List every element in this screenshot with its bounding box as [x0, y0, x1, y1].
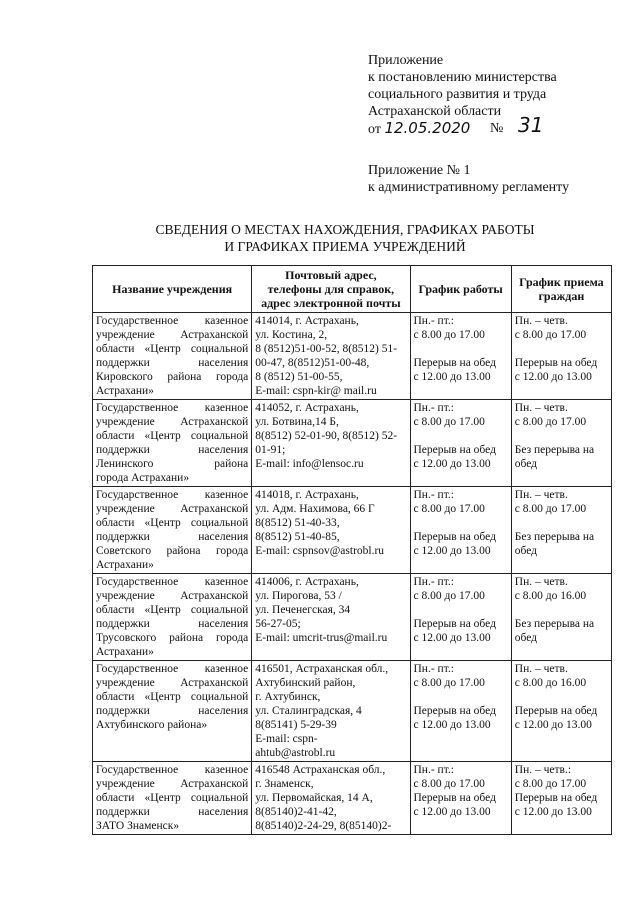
cell-line: с 8.00 до 16.00	[514, 677, 587, 689]
cell-line: с 12.00 до 13.00	[413, 632, 491, 644]
cell-line: с 8.00 до 17.00	[514, 778, 587, 790]
cell-line: Без перерыва на	[514, 618, 595, 630]
cell-line: г. Знаменск,	[255, 778, 314, 790]
cell-line: E-mail: cspnsov@astrobl.ru	[255, 545, 385, 557]
header-line: Астраханской области	[368, 104, 502, 119]
cell-line: с 8.00 до 17.00	[514, 416, 587, 428]
cell-line: Пн. – четв.:	[514, 764, 572, 776]
header-text: График приема	[519, 275, 604, 289]
cell-line: 8(8512) 51-40-85,	[255, 531, 340, 543]
cell-line: учреждение Астраханской	[96, 503, 249, 515]
line-spacer	[414, 516, 508, 530]
date-number-line	[368, 113, 628, 138]
cell-line: Перерыв на обед	[413, 531, 496, 543]
cell-address-contacts	[252, 400, 410, 487]
cell-line: учреждение Астраханской	[96, 590, 249, 602]
cell-work-schedule	[410, 400, 511, 487]
cell-reception-schedule	[511, 574, 611, 661]
header-line: Приложение	[368, 53, 444, 68]
line-spacer	[414, 429, 508, 443]
cell-line: поддержки населения	[96, 357, 249, 369]
cell-line: Перерыв на обед	[514, 357, 598, 369]
cell-work-schedule	[410, 574, 511, 661]
date-prefix: от	[368, 122, 381, 137]
header-text: телефоны для справок,	[267, 282, 395, 296]
line-spacer	[515, 342, 608, 356]
cell-line: поддержки населения	[96, 705, 249, 717]
cell-work-schedule	[410, 487, 511, 574]
cell-institution-name	[93, 762, 252, 835]
header-reception-schedule	[511, 266, 611, 313]
cell-line: Ленинского района	[96, 458, 249, 470]
cell-line: Перерыв на обед	[413, 444, 496, 456]
cell-line: Астрахани»	[96, 385, 154, 397]
line-spacer	[414, 603, 508, 617]
handwritten-date: 12.05.2020	[384, 119, 471, 137]
table-row	[93, 574, 612, 661]
cell-line: E-mail: cspn-	[255, 733, 318, 745]
cell-address-contacts	[252, 574, 410, 661]
cell-line: учреждение Астраханской	[96, 329, 249, 341]
header-text: граждан	[538, 289, 585, 303]
cell-address-contacts	[252, 487, 410, 574]
cell-line: с 12.00 до 13.00	[514, 719, 592, 731]
appendix-line: Приложение № 1	[368, 163, 471, 178]
header-text: График работы	[418, 282, 503, 296]
cell-line: Астрахани»	[96, 559, 154, 571]
cell-line: 56-27-05;	[255, 618, 301, 630]
cell-line: с 12.00 до 13.00	[413, 806, 491, 818]
cell-line: ул. Пирогова, 53 /	[255, 590, 342, 602]
cell-institution-name	[93, 574, 252, 661]
cell-work-schedule	[410, 762, 511, 835]
header-text: Название учреждения	[112, 282, 233, 296]
cell-line: Пн.- пт.:	[413, 663, 454, 675]
cell-line: Перерыв на обед	[413, 705, 496, 717]
cell-line: 414014, г. Астрахань,	[255, 315, 359, 327]
cell-address-contacts	[252, 661, 410, 762]
table-body	[93, 313, 612, 835]
cell-line: E-mail: info@lensoc.ru	[255, 458, 364, 470]
cell-line: с 8.00 до 16.00	[514, 590, 587, 602]
cell-line: поддержки населения	[96, 806, 249, 818]
cell-line: области «Центр социальной	[96, 430, 249, 442]
header-text: адрес электронной почты	[261, 296, 401, 310]
cell-line: Без перерыва на	[514, 444, 595, 456]
cell-institution-name	[93, 313, 252, 400]
cell-line: с 12.00 до 13.00	[413, 719, 491, 731]
cell-line: Пн. – четв.	[514, 315, 568, 327]
cell-address-contacts	[252, 313, 410, 400]
cell-line: Советского района города	[96, 545, 249, 557]
cell-line: Пн.- пт.:	[413, 402, 454, 414]
cell-line: 414006, г. Астрахань,	[255, 576, 359, 588]
cell-line: Государственное казенное	[96, 402, 249, 414]
cell-line: Перерыв на обед	[514, 705, 598, 717]
cell-line: Ахтубинского района»	[96, 719, 208, 731]
cell-line: области «Центр социальной	[96, 517, 249, 529]
cell-line: поддержки населения	[96, 444, 249, 456]
handwritten-number: 31	[518, 113, 544, 137]
cell-line: ул. Адм. Нахимова, 66 Г	[255, 503, 375, 515]
cell-reception-schedule	[511, 313, 611, 400]
cell-line: поддержки населения	[96, 531, 249, 543]
cell-line: Трусовского района города	[96, 632, 249, 644]
cell-line: 416548 Астраханская обл.,	[255, 764, 386, 776]
cell-line: 01-91;	[255, 444, 286, 456]
cell-line: области «Центр социальной	[96, 343, 249, 355]
cell-line: учреждение Астраханской	[96, 416, 249, 428]
cell-line: Перерыв на обед	[413, 792, 496, 804]
header-address	[252, 266, 410, 313]
cell-work-schedule	[410, 661, 511, 762]
cell-line: Государственное казенное	[96, 576, 249, 588]
cell-line: 00-47, 8(8512)51-00-48,	[255, 357, 370, 369]
cell-line: E-mail: umcrit-trus@mail.ru	[255, 632, 388, 644]
cell-line: обед	[514, 545, 538, 557]
cell-line: Пн.- пт.:	[413, 489, 454, 501]
cell-line: с 12.00 до 13.00	[514, 806, 592, 818]
cell-line: 414018, г. Астрахань,	[255, 489, 359, 501]
line-spacer	[515, 690, 608, 704]
cell-reception-schedule	[511, 762, 611, 835]
cell-line: ЗАТО Знаменск»	[96, 820, 180, 832]
cell-line: Кировского района города	[96, 371, 249, 383]
cell-line: с 8.00 до 17.00	[413, 677, 485, 689]
table-row	[93, 313, 612, 400]
cell-line: Государственное казенное	[96, 663, 249, 675]
cell-line: с 12.00 до 13.00	[413, 458, 491, 470]
line-spacer	[515, 516, 608, 530]
cell-line: с 8.00 до 17.00	[413, 503, 485, 515]
cell-line: Пн. – четв.	[514, 402, 568, 414]
cell-reception-schedule	[511, 661, 611, 762]
cell-line: 8 (8512)51-00-52, 8(8512) 51-	[255, 343, 398, 355]
cell-line: обед	[514, 632, 538, 644]
institutions-table	[92, 265, 612, 835]
table-row	[93, 762, 612, 835]
cell-reception-schedule	[511, 400, 611, 487]
cell-line: Пн. – четв.	[514, 576, 568, 588]
table-row	[93, 400, 612, 487]
cell-line: 8 (8512) 51-00-55,	[255, 371, 343, 383]
cell-line: ул. Костина, 2,	[255, 329, 328, 341]
cell-line: Пн. – четв.	[514, 663, 568, 675]
line-spacer	[515, 429, 608, 443]
cell-line: ул. Печенегская, 34	[255, 604, 351, 616]
cell-line: 416501, Астраханская обл.,	[255, 663, 389, 675]
cell-line: Перерыв на обед	[413, 357, 496, 369]
cell-line: с 8.00 до 17.00	[514, 503, 587, 515]
cell-line: Пн.- пт.:	[413, 576, 454, 588]
cell-line: учреждение Астраханской	[96, 778, 249, 790]
cell-institution-name	[93, 400, 252, 487]
cell-line: обед	[514, 458, 538, 470]
cell-line: с 8.00 до 17.00	[413, 416, 485, 428]
cell-line: E-mail: cspn-kir@ mail.ru	[255, 385, 377, 397]
cell-work-schedule	[410, 313, 511, 400]
cell-line: области «Центр социальной	[96, 792, 249, 804]
cell-line: 8(8512) 52-01-90, 8(8512) 52-	[255, 430, 398, 442]
cell-address-contacts	[252, 762, 410, 835]
cell-line: области «Центр социальной	[96, 604, 249, 616]
cell-line: с 12.00 до 13.00	[413, 371, 491, 383]
cell-line: Государственное казенное	[96, 764, 249, 776]
cell-line: Ахтубинский район,	[255, 677, 356, 689]
number-label: №	[490, 121, 504, 136]
cell-line: области «Центр социальной	[96, 691, 249, 703]
cell-institution-name	[93, 661, 252, 762]
document-title	[130, 221, 560, 255]
cell-line: Без перерыва на	[514, 531, 595, 543]
line-spacer	[414, 342, 508, 356]
title-line: СВЕДЕНИЯ О МЕСТАХ НАХОЖДЕНИЯ, ГРАФИКАХ РАБОТЫ	[155, 222, 535, 237]
header-institution-name	[93, 266, 252, 313]
cell-line: ahtub@astrobl.ru	[255, 747, 336, 759]
table-row	[93, 487, 612, 574]
cell-line: ул. Ботвина,14 Б,	[255, 416, 339, 428]
appendix-line: к административному регламенту	[368, 180, 570, 195]
table-header-row	[93, 266, 612, 313]
cell-line: Пн. – четв.	[514, 489, 568, 501]
cell-line: города Астрахани»	[96, 472, 190, 484]
line-spacer	[515, 603, 608, 617]
cell-line: 414052, г. Астрахань,	[255, 402, 359, 414]
cell-line: поддержки населения	[96, 618, 249, 630]
cell-line: Государственное казенное	[96, 315, 249, 327]
cell-line: Пн.- пт.:	[413, 315, 454, 327]
cell-line: с 12.00 до 13.00	[413, 545, 491, 557]
cell-line: с 8.00 до 17.00	[514, 329, 587, 341]
cell-line: Государственное казенное	[96, 489, 249, 501]
cell-line: Перерыв на обед	[413, 618, 496, 630]
cell-line: 8(85141) 5-29-39	[255, 719, 337, 731]
cell-line: Перерыв на обед	[514, 792, 598, 804]
header-work-schedule	[410, 266, 511, 313]
cell-line: 8(8512) 51-40-33,	[255, 517, 340, 529]
cell-line: 8(85140)2-24-29, 8(85140)2-	[255, 820, 392, 832]
cell-line: ул. Первомайская, 14 А,	[255, 792, 373, 804]
cell-line: с 8.00 до 17.00	[413, 329, 485, 341]
header-text: Почтовый адрес,	[285, 268, 377, 282]
cell-line: Пн.- пт.:	[413, 764, 454, 776]
cell-line: 8(85140)2-41-42,	[255, 806, 337, 818]
cell-reception-schedule	[511, 487, 611, 574]
header-line: к постановлению министерства	[368, 70, 557, 85]
cell-line: г. Ахтубинск,	[255, 691, 321, 703]
approval-header	[368, 52, 628, 138]
appendix-reference	[368, 162, 628, 196]
cell-line: с 8.00 до 17.00	[413, 778, 485, 790]
cell-line: с 12.00 до 13.00	[514, 371, 592, 383]
table-row	[93, 661, 612, 762]
cell-line: ул. Сталинградская, 4	[255, 705, 362, 717]
cell-line: Астрахани»	[96, 646, 154, 658]
line-spacer	[414, 690, 508, 704]
title-line: И ГРАФИКАХ ПРИЕМА УЧРЕЖДЕНИЙ	[224, 239, 466, 254]
cell-line: учреждение Астраханской	[96, 677, 249, 689]
header-line: социального развития и труда	[368, 87, 547, 102]
cell-institution-name	[93, 487, 252, 574]
cell-line: с 8.00 до 17.00	[413, 590, 485, 602]
